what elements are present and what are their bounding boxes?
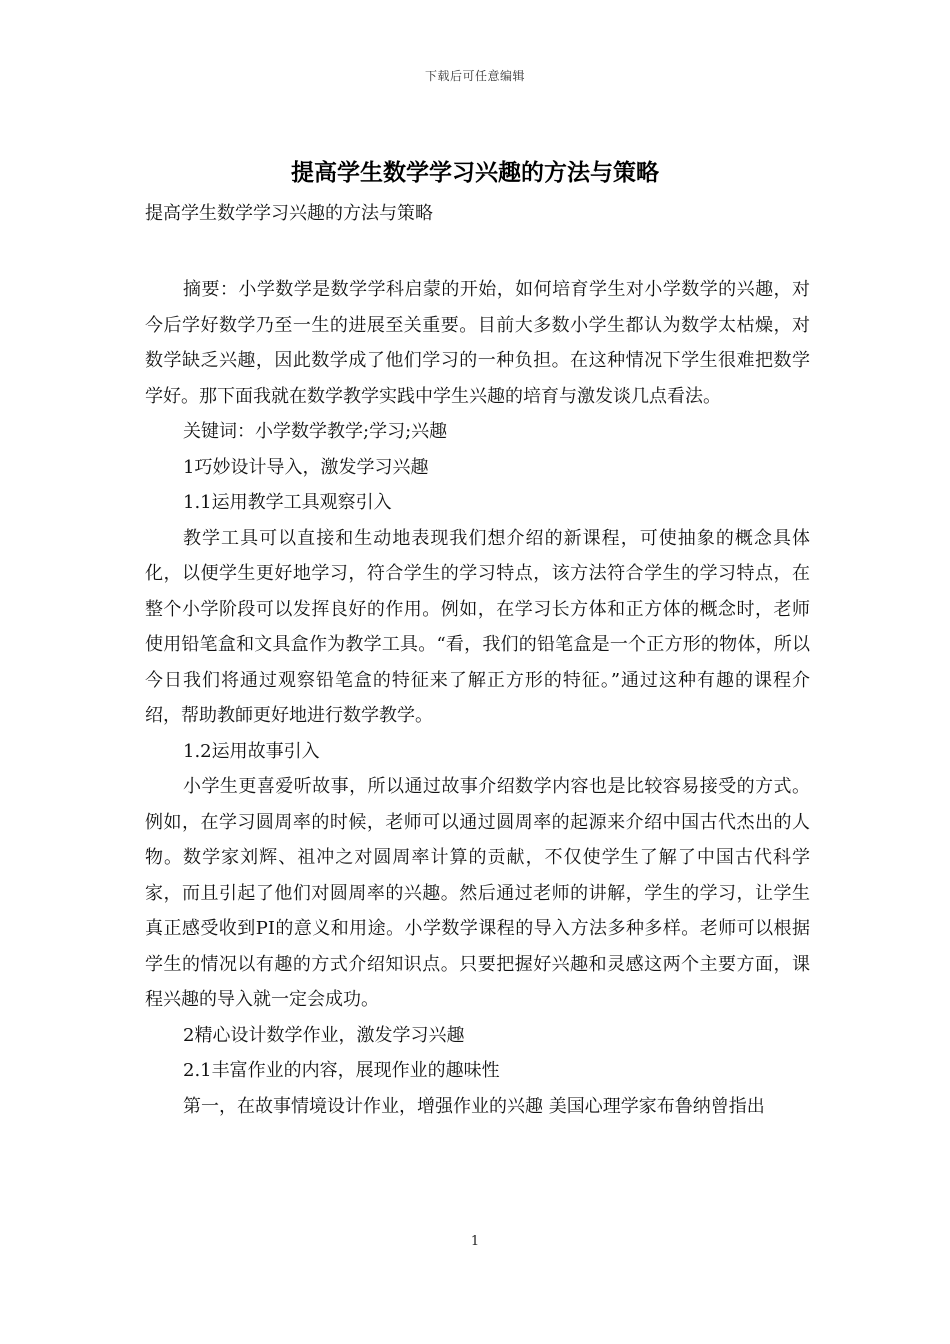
document-title: 提高学生数学学习兴趣的方法与策略	[291, 159, 659, 186]
keywords-paragraph: 关键词：小学数学教学;学习;兴趣	[183, 421, 448, 442]
page-number: 1	[470, 1234, 480, 1249]
body-paragraph-1-2: 小学生更喜爱听故事，所以通过故事介绍数学内容也是比较容易接受的方式。例如，在学习圆周率的时候，老师可以通过圆周率的起源来介绍中国古代杰出的人物。数学家刘辉、祖冲之对圆周率计算的贡献，不仅使学生了解了中国古代科学家，而且引起了他们对圆周率的兴趣。然后通过老师的讲解，学生的学习，让学生真正感受收到PI的意义和用途。小学数学课程的导入方法多种多样。老师可以根据学生的情况以有趣的方式介绍知识点。只要把握好兴趣和灵感这两个主要方面，课程兴趣的导入就一定会成功。	[145, 776, 810, 1010]
subsection-heading-2-1: 2.1丰富作业的内容，展现作业的趣味性	[183, 1060, 500, 1081]
subsection-heading-1-2: 1.2运用故事引入	[183, 740, 320, 762]
subsection-heading-1-1: 1.1运用教学工具观察引入	[183, 492, 392, 513]
document-subtitle: 提高学生数学学习兴趣的方法与策略	[145, 203, 433, 224]
section-heading-2: 2精心设计数学作业，激发学习兴趣	[183, 1024, 465, 1046]
body-paragraph-2-1: 第一，在故事情境设计作业，增强作业的兴趣 美国心理学家布鲁纳曾指出	[183, 1095, 765, 1117]
body-paragraph-1-1: 教学工具可以直接和生动地表现我们想介绍的新课程，可使抽象的概念具体化，以便学生更好地学习，符合学生的学习特点，该方法符合学生的学习特点，在整个小学阶段可以发挥良好的作用。例如，在学习长方体和正方体的概念时，老师使用铅笔盒和文具盒作为教学工具。“看，我们的铅笔盒是一个正方形的物体，所以今日我们将通过观察铅笔盒的特征来了解正方形的特征。”通过这种有趣的课程介绍，帮助教師更好地进行数学教学。	[145, 527, 810, 726]
document-body	[145, 272, 810, 1124]
header-note: 下载后可任意编辑	[424, 69, 525, 83]
abstract-paragraph: 摘要：小学数学是数学学科启蒙的开始，如何培育学生对小学数学的兴趣，对今后学好数学乃至一生的进展至关重要。目前大多数小学生都认为数学太枯燥，对数学缺乏兴趣，因此数学成了他们学习的一种负担。在这种情况下学生很难把数学学好。那下面我就在数学教学实践中学生兴趣的培育与激发谈几点看法。	[145, 279, 810, 407]
section-heading-1: 1巧妙设计导入，激发学习兴趣	[183, 456, 429, 478]
